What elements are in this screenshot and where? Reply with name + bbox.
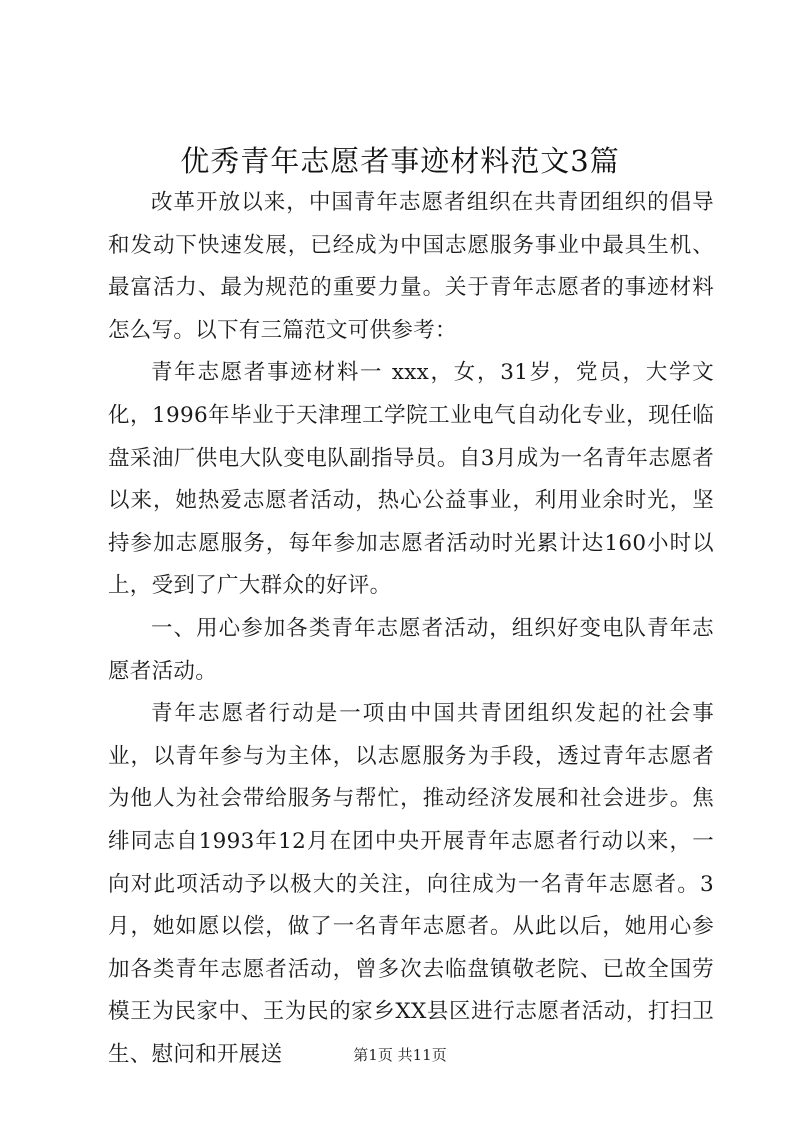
page-number-label: 第1页 共11页	[353, 1046, 447, 1064]
page-footer	[0, 1045, 800, 1065]
paragraph-intro: 改革开放以来，中国青年志愿者组织在共青团组织的倡导和发动下快速发展，已经成为中国志愿服务事业中最具生机、最富活力、最为规范的重要力量。关于青年志愿者的事迹材料怎么写。以下有三篇范文可供参考：	[108, 190, 714, 343]
document-body	[108, 182, 714, 1076]
paragraph-profile: 青年志愿者事迹材料一 xxx，女，31岁，党员，大学文化，1996年毕业于天津理工学院工业电气自动化专业，现任临盘采油厂供电大队变电队副指导员。自3月成为一名青年志愿者以来，她热爱志愿者活动，热心公益事业，利用业余时光，坚持参加志愿服务，每年参加志愿者活动时光累计达160小时以上，受到了广大群众的好评。	[108, 360, 714, 599]
paragraph-activities: 青年志愿者行动是一项由中国共青团组织发起的社会事业，以青年参与为主体，以志愿服务为手段，透过青年志愿者为他人为社会带给服务与帮忙，推动经济发展和社会进步。焦绯同志自1993年12月在团中央开展青年志愿者行动以来，一向对此项活动予以极大的关注，向往成为一名青年志愿者。3月，她如愿以偿，做了一名青年志愿者。从此以后，她用心参加各类青年志愿者活动，曾多次去临盘镇敬老院、已故全国劳模王为民家中、王为民的家乡XX县区进行志愿者活动，打扫卫生、慰问和开展送	[108, 701, 714, 1067]
document-title: 优秀青年志愿者事迹材料范文3篇	[180, 144, 620, 178]
paragraph-section-heading: 一、用心参加各类青年志愿者活动，组织好变电队青年志愿者活动。	[108, 615, 714, 684]
